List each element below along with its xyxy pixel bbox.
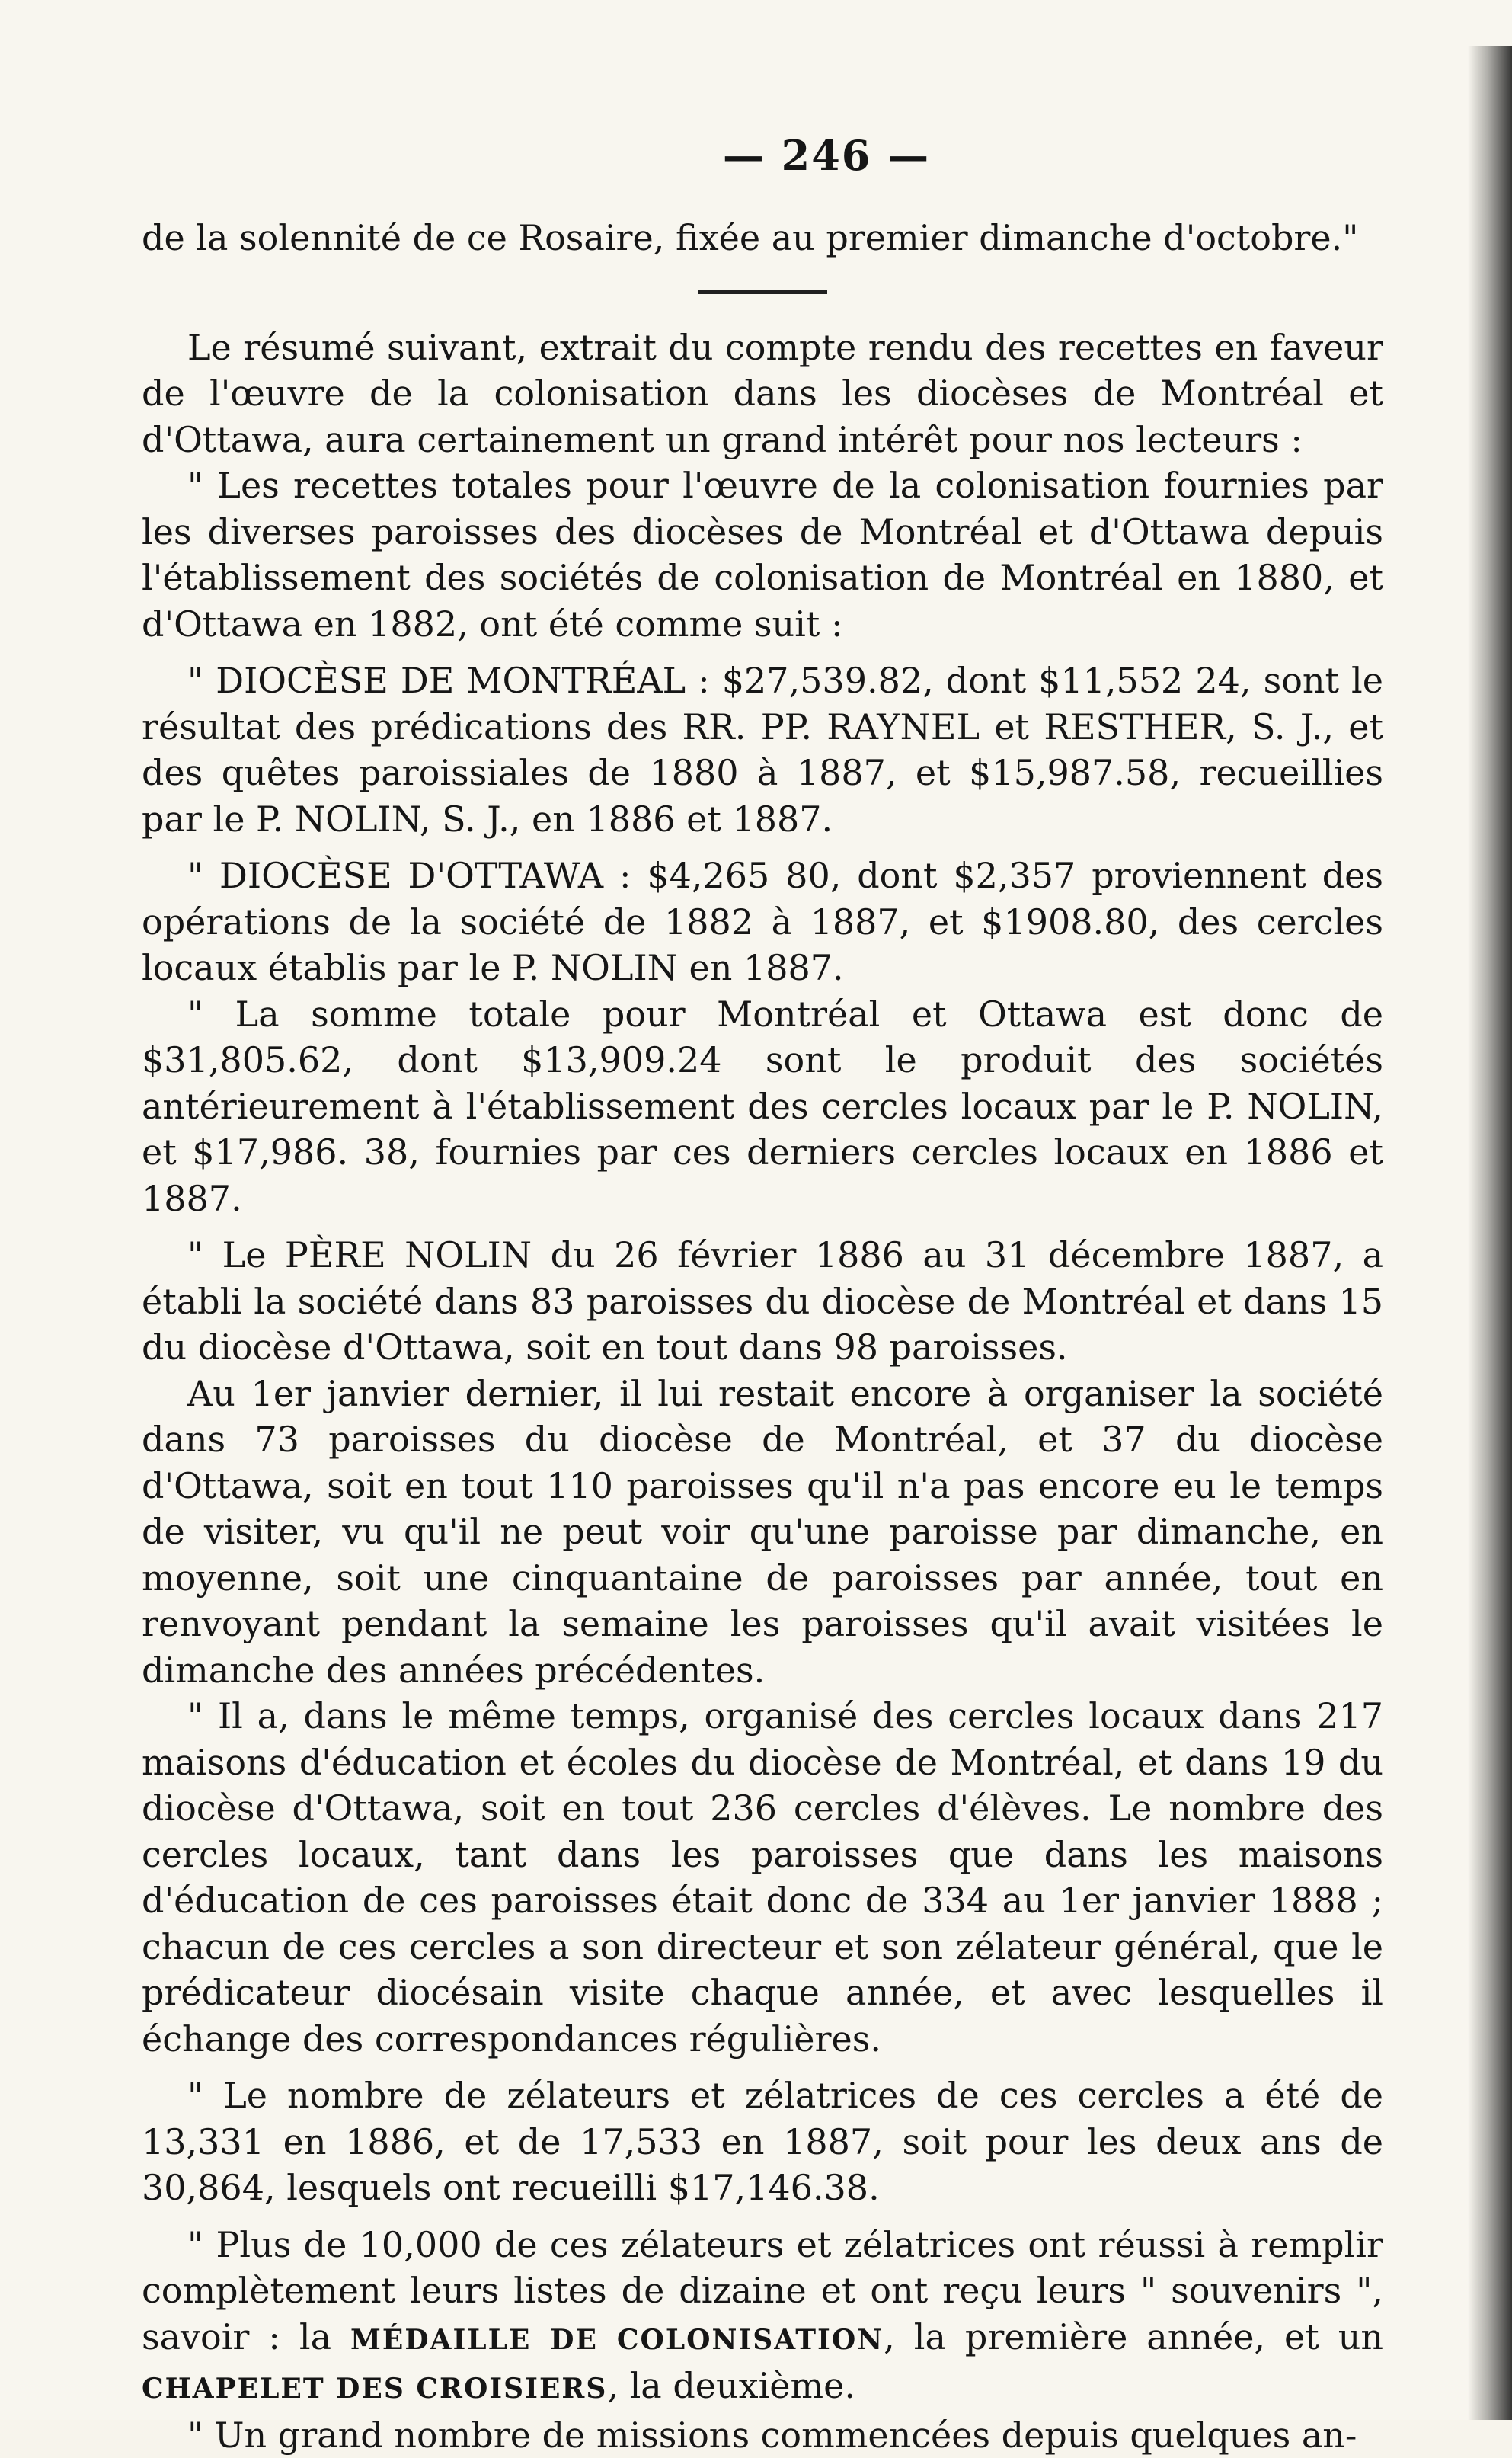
paragraph-souvenirs [142, 2222, 1383, 2412]
souvenirs-text-e: , la deuxième. [607, 2365, 855, 2406]
paragraph-total-receipts: " Les recettes totales pour l'œuvre de la colonisation fournies par les diverses paroisses des diocèses de Montréal et d'Ottawa depuis l'établissement des sociétés de colonisation de Montréal en 1880, et d'Ottawa en 1882, ont été comme suit : [142, 462, 1383, 647]
paragraph-zelateurs: " Le nombre de zélateurs et zélatrices de ces cercles a été de 13,331 en 1886, et de 17,533 en 1887, soit pour les deux ans de 30,864, lesquels ont recueilli $17,146.38. [142, 2072, 1383, 2211]
section-divider [698, 290, 827, 294]
paragraph-missions: " Un grand nombre de missions commencées depuis quelques an- [142, 2412, 1383, 2458]
souvenirs-text-c: , la première année, et un [884, 2316, 1383, 2357]
medaille-small-caps: MÉDAILLE DE COLONISATION [350, 2324, 884, 2356]
paragraph-montreal: " DIOCÈSE DE MONTRÉAL : $27,539.82, dont $11,552 24, sont le résultat des prédications des RR. PP. RAYNEL et RESTHER, S. J., et des quêtes paroissiales de 1880 à 1887, et $15,987.58, recueillies par le P. NOLIN, S. J., en 1886 et 1887. [142, 658, 1383, 842]
paragraph-ottawa: " DIOCÈSE D'OTTAWA : $4,265 80, dont $2,357 proviennent des opérations de la société de 1882 à 1887, et $1908.80, des cercles locaux établis par le P. NOLIN en 1887. [142, 853, 1383, 991]
chapelet-small-caps: CHAPELET DES CROISIERS [142, 2373, 607, 2405]
paragraph-remaining: Au 1er janvier dernier, il lui restait encore à organiser la société dans 73 paroisses du diocèse de Montréal, et 37 du diocèse d'Ottawa, soit en tout 110 paroisses qu'il n'a pas encore eu le temps de visiter, vu qu'il ne peut voir qu'une paroisse par dimanche, en moyenne, soit une cinquantaine de paroisses par année, tout en renvoyant pendant la semaine les paroisses qu'il avait visitées le dimanche des années précédentes. [142, 1371, 1383, 1694]
souvenirs-text-a: " Plus de 10,000 de ces zélateurs et zélatrices ont réussi à remplir complètement leurs listes de dizaine et ont reçu leurs " souvenirs ", savoir : la [142, 2224, 1383, 2357]
page-number: — 246 — [0, 131, 1512, 180]
paragraph-pere-nolin: " Le PÈRE NOLIN du 26 février 1886 au 31 décembre 1887, a établi la société dans 83 paroisses du diocèse de Montréal et dans 15 du diocèse d'Ottawa, soit en tout dans 98 paroisses. [142, 1232, 1383, 1371]
body-text [142, 215, 1383, 2458]
paragraph-total-sum: " La somme totale pour Montréal et Ottawa est donc de $31,805.62, dont $13,909.24 sont le produit des sociétés antérieurement à l'établissement des cercles locaux par le P. NOLIN, et $17,986. 38, fournies par ces derniers cercles locaux en 1886 et 1887. [142, 991, 1383, 1222]
paragraph-intro: Le résumé suivant, extrait du compte rendu des recettes en faveur de l'œuvre de la colonisation dans les diocèses de Montréal et d'Ottawa, aura certainement un grand intérêt pour nos lecteurs : [142, 325, 1383, 463]
paragraph-continuation: de la solennité de ce Rosaire, fixée au premier dimanche d'octobre." [142, 215, 1383, 261]
page-edge-shadow [1468, 46, 1512, 2420]
paragraph-cercles-locaux: " Il a, dans le même temps, organisé des cercles locaux dans 217 maisons d'éducation et écoles du diocèse de Montréal, et dans 19 du diocèse d'Ottawa, soit en tout 236 cercles d'élèves. Le nombre des cercles locaux, tant dans les paroisses que dans les maisons d'éducation de ces paroisses était donc de 334 au 1er janvier 1888 ; chacun de ces cercles a son directeur et son zélateur général, que le prédicateur diocésain visite chaque année, et avec lesquelles il échange des correspondances régulières. [142, 1693, 1383, 2062]
